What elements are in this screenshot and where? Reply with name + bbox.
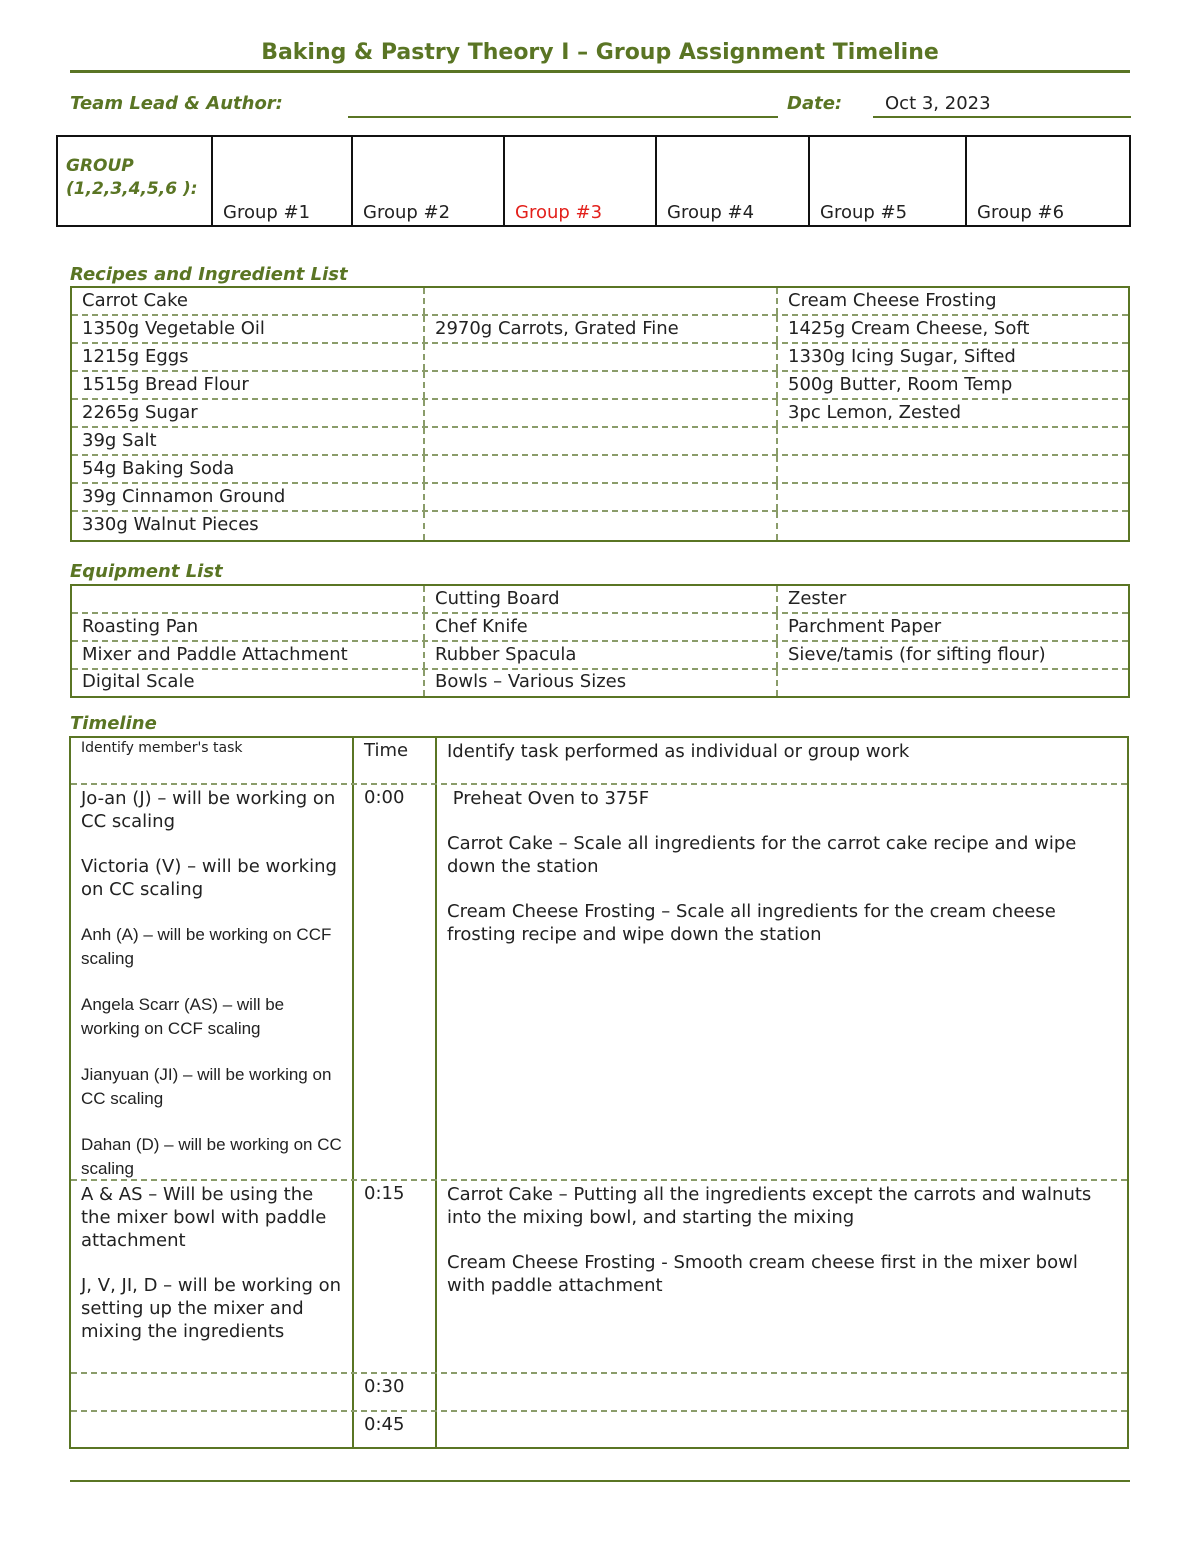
- table-cell[interactable]: Zester: [788, 588, 847, 609]
- table-row: [72, 512, 1128, 540]
- table-row: [72, 400, 1128, 428]
- task-cell[interactable]: [437, 1374, 1127, 1410]
- table-cell[interactable]: Parchment Paper: [788, 616, 942, 637]
- table-row: [72, 316, 1128, 344]
- table-cell[interactable]: Bowls – Various Sizes: [425, 670, 778, 696]
- equipment-table: [70, 584, 1130, 698]
- task-cell[interactable]: [437, 1181, 1127, 1372]
- title-divider: [70, 70, 1130, 73]
- table-cell[interactable]: Digital Scale: [72, 670, 425, 696]
- timeline-row: [71, 1374, 1127, 1412]
- task-item: Carrot Cake – Scale all ingredients for the carrot cake recipe and wipe down the station: [447, 833, 1077, 877]
- group-label: GROUP (1,2,3,4,5,6 ):: [57, 136, 212, 226]
- table-cell[interactable]: [425, 456, 778, 482]
- table-cell[interactable]: Carrot Cake: [72, 288, 425, 314]
- member-task: Dahan (D) – will be working on CC scaling: [81, 1135, 342, 1178]
- table-cell[interactable]: [425, 484, 778, 510]
- table-cell[interactable]: Roasting Pan: [72, 614, 425, 640]
- table-cell[interactable]: 330g Walnut Pieces: [72, 512, 425, 540]
- table-row: [72, 614, 1128, 642]
- table-cell[interactable]: Cutting Board: [425, 586, 778, 612]
- table-cell[interactable]: [425, 512, 778, 540]
- team-lead-label: Team Lead & Author:: [70, 93, 283, 114]
- time-cell[interactable]: 0:15: [354, 1181, 437, 1372]
- group-option-2[interactable]: Group #2: [352, 136, 504, 226]
- page-title: Baking & Pastry Theory I – Group Assignment Timeline: [261, 40, 939, 65]
- member-task: A & AS – Will be using the the mixer bowl with paddle attachment: [81, 1184, 327, 1251]
- group-option-1[interactable]: Group #1: [212, 136, 352, 226]
- member-task: Angela Scarr (AS) – will be working on CCF scaling: [81, 995, 285, 1038]
- table-cell[interactable]: [778, 456, 1128, 482]
- member-task: Anh (A) – will be working on CCF scaling: [81, 925, 332, 968]
- table-cell[interactable]: [72, 586, 425, 612]
- table-cell[interactable]: Chef Knife: [425, 614, 778, 640]
- table-cell[interactable]: Rubber Spacula: [425, 642, 778, 668]
- table-cell[interactable]: 1425g Cream Cheese, Soft: [788, 318, 1030, 339]
- table-cell[interactable]: Cream Cheese Frosting: [788, 290, 997, 311]
- task-item: Cream Cheese Frosting - Smooth cream cheese first in the mixer bowl with paddle attachment: [447, 1252, 1078, 1296]
- task-column-header: Identify task performed as individual or group work: [447, 741, 910, 762]
- table-row: [72, 344, 1128, 372]
- timeline-row: [71, 785, 1127, 1181]
- table-cell[interactable]: [778, 428, 1128, 454]
- table-cell[interactable]: 1350g Vegetable Oil: [72, 316, 425, 342]
- table-cell[interactable]: 1215g Eggs: [72, 344, 425, 370]
- team-lead-field[interactable]: [348, 116, 778, 118]
- table-row: [72, 484, 1128, 512]
- group-option-6[interactable]: Group #6: [966, 136, 1130, 226]
- table-cell[interactable]: [425, 372, 778, 398]
- table-row: [72, 456, 1128, 484]
- ingredient-table: [70, 286, 1130, 542]
- date-label: Date:: [787, 93, 843, 114]
- table-cell[interactable]: 2265g Sugar: [72, 400, 425, 426]
- time-cell[interactable]: 0:30: [354, 1374, 437, 1410]
- table-cell[interactable]: 1330g Icing Sugar, Sifted: [788, 346, 1016, 367]
- table-row: [72, 586, 1128, 614]
- group-option-4[interactable]: Group #4: [656, 136, 809, 226]
- member-cell[interactable]: [71, 1181, 354, 1372]
- table-cell[interactable]: 1515g Bread Flour: [72, 372, 425, 398]
- table-cell[interactable]: 2970g Carrots, Grated Fine: [425, 316, 778, 342]
- member-task: Jo-an (J) – will be working on CC scaling: [81, 788, 336, 832]
- table-row: [72, 642, 1128, 670]
- member-cell[interactable]: [71, 1412, 354, 1447]
- task-cell[interactable]: [437, 785, 1127, 1179]
- table-cell[interactable]: [425, 400, 778, 426]
- table-cell[interactable]: [778, 484, 1128, 510]
- member-cell[interactable]: [71, 1374, 354, 1410]
- task-item: Preheat Oven to 375F: [447, 788, 650, 809]
- member-task: J, V, JI, D – will be working on setting up the mixer and mixing the ingredients: [81, 1275, 342, 1342]
- member-column-header: Identify member's task: [71, 738, 354, 783]
- time-column-header: Time: [354, 738, 437, 783]
- footer-divider: [70, 1480, 1130, 1482]
- table-cell[interactable]: 54g Baking Soda: [72, 456, 425, 482]
- member-task: Victoria (V) – will be working on CC scaling: [81, 856, 337, 900]
- timeline-heading: Timeline: [70, 713, 157, 734]
- table-cell[interactable]: 39g Salt: [72, 428, 425, 454]
- table-cell[interactable]: [778, 670, 1128, 696]
- task-item: Carrot Cake – Putting all the ingredients except the carrots and walnuts into the mixing bowl, and starting the mixing: [447, 1184, 1092, 1228]
- time-cell[interactable]: 0:00: [354, 785, 437, 1179]
- table-cell[interactable]: Sieve/tamis (for sifting flour): [788, 644, 1046, 665]
- table-cell[interactable]: 3pc Lemon, Zested: [788, 402, 962, 423]
- table-cell[interactable]: Mixer and Paddle Attachment: [72, 642, 425, 668]
- time-cell[interactable]: 0:45: [354, 1412, 437, 1447]
- member-task: Jianyuan (JI) – will be working on CC scaling: [81, 1065, 332, 1108]
- table-row: [72, 670, 1128, 696]
- equipment-heading: Equipment List: [70, 561, 223, 582]
- group-selector-table: [56, 135, 1131, 227]
- timeline-row: [71, 1181, 1127, 1374]
- timeline-table: [69, 736, 1129, 1449]
- table-row: [72, 288, 1128, 316]
- timeline-row: [71, 1412, 1127, 1447]
- date-field[interactable]: Oct 3, 2023: [885, 93, 991, 114]
- table-cell[interactable]: [778, 512, 1128, 540]
- table-cell[interactable]: [425, 288, 778, 314]
- date-underline: [873, 116, 1131, 118]
- table-cell[interactable]: [425, 428, 778, 454]
- group-option-3-selected[interactable]: Group #3: [504, 136, 656, 226]
- table-row: [72, 372, 1128, 400]
- timeline-header-row: [71, 738, 1127, 785]
- table-cell[interactable]: 500g Butter, Room Temp: [788, 374, 1013, 395]
- table-row: [72, 428, 1128, 456]
- member-cell[interactable]: [71, 785, 354, 1179]
- table-cell[interactable]: 39g Cinnamon Ground: [72, 484, 425, 510]
- task-cell[interactable]: [437, 1412, 1127, 1447]
- recipes-heading: Recipes and Ingredient List: [70, 264, 348, 285]
- table-cell[interactable]: [425, 344, 778, 370]
- task-item: Cream Cheese Frosting – Scale all ingredients for the cream cheese frosting recipe and wipe down the station: [447, 901, 1056, 945]
- group-option-5[interactable]: Group #5: [809, 136, 966, 226]
